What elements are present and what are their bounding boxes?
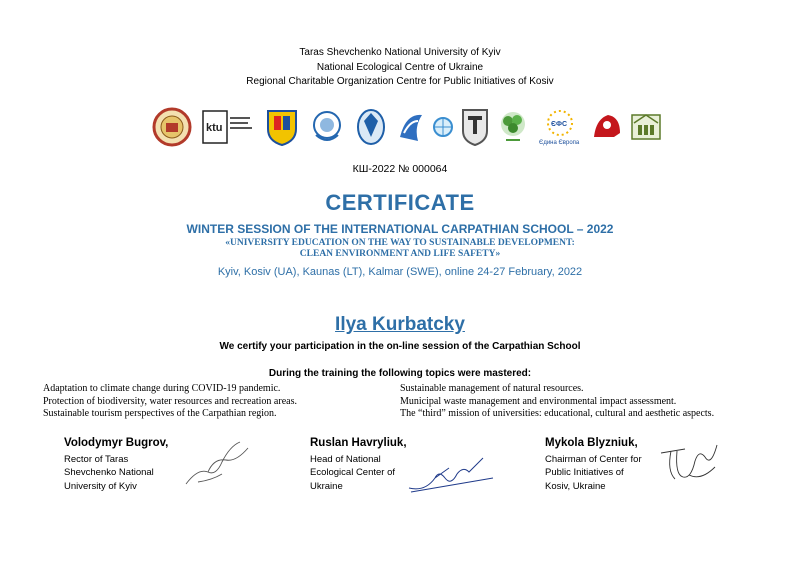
university-seal-logo bbox=[152, 107, 192, 147]
ktu-logo bbox=[202, 107, 254, 147]
signature-havryliuk bbox=[405, 448, 500, 496]
building-logo bbox=[630, 107, 662, 147]
organizer-line: Taras Shevchenko National University of Kyiv bbox=[299, 47, 501, 58]
signatory-title-line: Ecological Center of bbox=[310, 467, 396, 478]
organizer-line: Regional Charitable Organization Centre for Public Initiatives of Kosiv bbox=[246, 76, 554, 87]
signatory-title-line: Public Initiatives of bbox=[545, 467, 624, 478]
certificate-title: CERTIFICATE bbox=[325, 190, 475, 215]
un-wreath-logo bbox=[310, 107, 344, 147]
signatory-title-line: Kosiv, Ukraine bbox=[545, 480, 606, 492]
svg-text:ЄФС: ЄФС bbox=[551, 121, 568, 128]
signatory-havryliuk bbox=[310, 437, 407, 493]
recipient-name: Ilya Kurbatcky bbox=[335, 314, 465, 335]
topic-item: The “third” mission of universities: educational, cultural and aesthetic aspects. bbox=[400, 408, 715, 419]
topics-left-column bbox=[43, 383, 297, 421]
signatory-title-line: Rector of Taras bbox=[64, 453, 129, 465]
globe-logo bbox=[432, 107, 454, 147]
topic-item: Protection of biodiversity, water resources and recreation areas. bbox=[43, 395, 297, 407]
event-theme-line: «UNIVERSITY EDUCATION ON THE WAY TO SUSTAINABLE DEVELOPMENT: bbox=[225, 238, 575, 248]
logos-row bbox=[150, 107, 640, 147]
topic-item: Sustainable management of natural resources. bbox=[400, 383, 584, 394]
red-horse-logo bbox=[590, 107, 624, 147]
topics-right-column bbox=[400, 383, 714, 421]
topic-item: Municipal waste management and environmental impact assessment. bbox=[400, 395, 677, 407]
event-theme-line: CLEAN ENVIRONMENT AND LIFE SAFETY» bbox=[299, 249, 501, 259]
event-subtitle: WINTER SESSION OF THE INTERNATIONAL CARPATHIAN SCHOOL – 2022 bbox=[186, 222, 614, 236]
event-theme bbox=[0, 238, 800, 260]
signatory-bugrov bbox=[64, 437, 168, 493]
emblem-logo bbox=[354, 107, 388, 147]
topic-item: Adaptation to climate change during COVID-19 pandemic. bbox=[43, 383, 281, 394]
topics-heading: During the training the following topics were mastered: bbox=[268, 368, 532, 379]
signature-blyzniuk bbox=[655, 437, 725, 487]
certify-statement: We certify your participation in the on-line session of the Carpathian School bbox=[219, 341, 581, 352]
topic-item: Sustainable tourism perspectives of the Carpathian region. bbox=[43, 408, 277, 419]
signatory-name: Ruslan Havryliuk, bbox=[310, 437, 407, 449]
organizers-block bbox=[0, 46, 800, 90]
signature-bugrov bbox=[178, 438, 258, 490]
shield-coat-of-arms-logo bbox=[264, 107, 300, 147]
signatory-title-line: Chairman of Center for bbox=[545, 453, 642, 465]
signatory-name: Volodymyr Bugrov, bbox=[64, 437, 169, 449]
event-place-date: Kyiv, Kosiv (UA), Kaunas (LT), Kalmar (SWE), online 24-27 February, 2022 bbox=[217, 266, 583, 278]
signatory-title-line: Head of National bbox=[310, 453, 381, 465]
efs-united-europe-logo bbox=[538, 107, 582, 147]
signatory-name: Mykola Blyzniuk, bbox=[545, 437, 638, 449]
signatory-title-line: Ukraine bbox=[310, 480, 343, 492]
signatory-blyzniuk bbox=[545, 437, 642, 493]
certificate-serial-number: КШ-2022 № 000064 bbox=[352, 163, 448, 175]
water-logo bbox=[396, 107, 426, 147]
svg-text:ktu: ktu bbox=[206, 122, 223, 134]
signatory-title-line: University of Kyiv bbox=[64, 480, 137, 492]
college-shield-logo bbox=[460, 107, 490, 147]
green-tree-logo bbox=[496, 107, 530, 147]
signatory-title-line: Shevchenko National bbox=[64, 467, 154, 478]
organizer-line: National Ecological Centre of Ukraine bbox=[316, 61, 484, 73]
svg-text:Єдина Європа: Єдина Європа bbox=[539, 140, 580, 146]
